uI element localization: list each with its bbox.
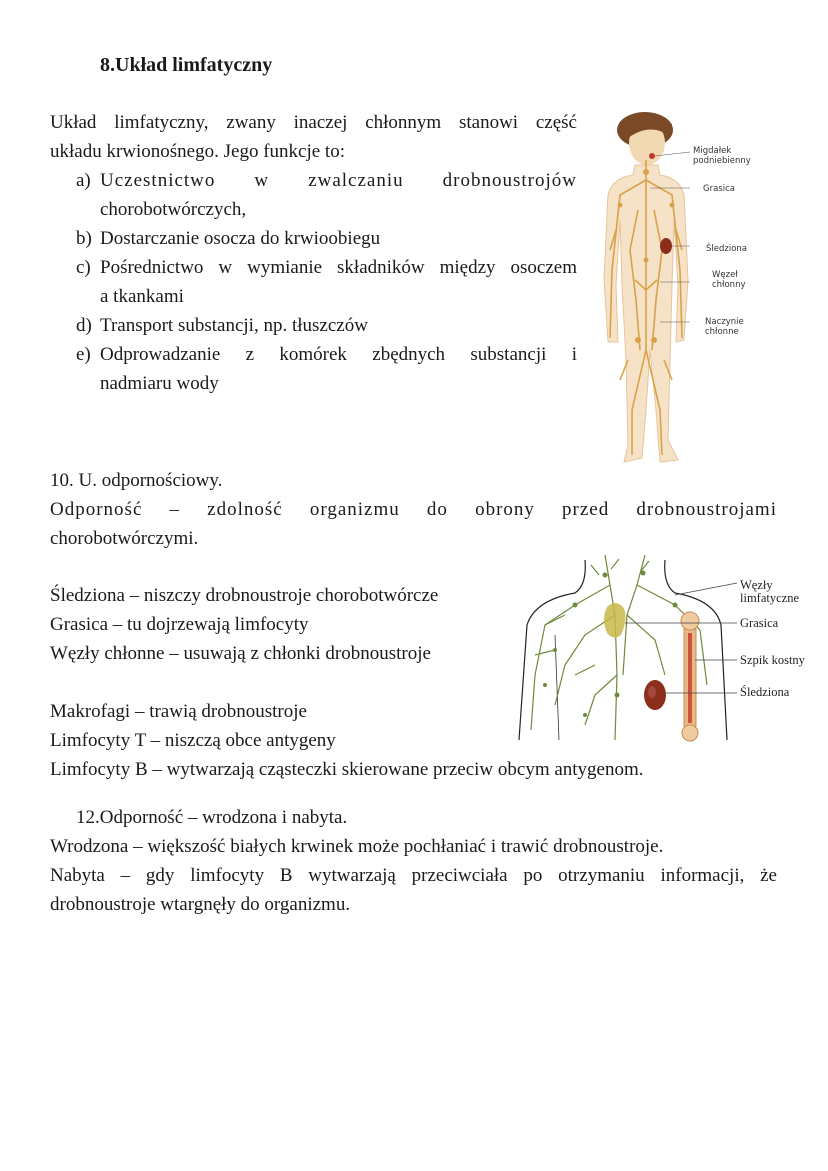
label-line: chłonny: [712, 280, 746, 290]
list-marker: b): [76, 228, 92, 249]
innate-immunity: Wrodzona – większość białych krwinek może pochłaniać i trawić drobnoustroje.: [50, 836, 664, 857]
fig2-label-thymus: Grasica: [740, 616, 779, 630]
label-line: Migdałek: [693, 146, 732, 156]
lymphatic-system-figure: [580, 110, 690, 470]
label-line: podniebienny: [693, 156, 751, 166]
fig1-label-lymph-vessel: [705, 317, 744, 337]
fig2-label-bone-marrow: Szpik kostny: [740, 653, 805, 667]
section-10-title: 10. U. odpornościowy.: [50, 470, 223, 491]
label-line: chłonne: [705, 327, 739, 337]
cell-macrophages: Makrofagi – trawią drobnoustroje: [50, 701, 307, 722]
organ-thymus: Grasica – tu dojrzewają limfocyty: [50, 614, 309, 635]
fig1-label-lymph-node: [712, 270, 745, 290]
list-item: Odprowadzanie z komórek zbędnych substancji i: [100, 344, 577, 365]
list-item: Uczestnictwo w zwalczaniu drobnoustrojów: [100, 170, 577, 191]
list-marker: a): [76, 170, 91, 191]
list-item: Transport substancji, np. tłuszczów: [100, 315, 368, 336]
list-item-continuation: nadmiaru wody: [100, 373, 219, 394]
acquired-immunity-line-1: Nabyta – gdy limfocyty B wytwarzają przeciwciała po otrzymaniu informacji, że: [50, 865, 777, 886]
section-12-title: 12.Odporność – wrodzona i nabyta.: [76, 807, 348, 828]
fig1-label-thymus: Grasica: [703, 184, 735, 194]
list-item: Dostarczanie osocza do krwioobiegu: [100, 228, 381, 249]
section-8-title: 8.Układ limfatyczny: [100, 54, 273, 76]
cell-b-lymphocytes: Limfocyty B – wytwarzają cząsteczki skierowane przeciw obcym antygenom.: [50, 759, 644, 780]
fig1-label-spleen: Śledziona: [706, 244, 748, 254]
definition-line-2: chorobotwórczymi.: [50, 528, 199, 549]
cell-t-lymphocytes: Limfocyty T – niszczą obce antygeny: [50, 730, 336, 751]
organ-spleen: Śledziona – niszczy drobnoustroje chorobotwórcze: [50, 585, 439, 606]
organ-lymph-nodes: Węzły chłonne – usuwają z chłonki drobnoustroje: [50, 643, 431, 664]
acquired-immunity-line-2: drobnoustroje wtargnęły do organizmu.: [50, 894, 351, 915]
label-line: Naczynie: [705, 317, 744, 327]
list-marker: c): [76, 257, 91, 278]
fig1-label-tonsil: [693, 146, 751, 166]
definition-line-1: Odporność – zdolność organizmu do obrony przed drobnoustrojami: [50, 499, 777, 520]
immune-system-figure: [515, 555, 740, 745]
list-item: Pośrednictwo w wymianie składników między osoczem: [100, 257, 577, 278]
intro-line-2: układu krwionośnego. Jego funkcje to:: [50, 141, 345, 162]
label-line: Węzeł: [712, 270, 738, 280]
label-line: limfatyczne: [740, 591, 799, 605]
label-line: Węzły: [740, 578, 773, 592]
intro-line-1: Układ limfatyczny, zwany inaczej chłonnym stanowi część: [50, 112, 577, 133]
list-item-continuation: a tkankami: [100, 286, 184, 307]
list-marker: d): [76, 315, 92, 336]
fig2-label-lymph-nodes: [740, 579, 799, 605]
list-marker: e): [76, 344, 91, 365]
list-item-continuation: chorobotwórczych,: [100, 199, 247, 220]
fig2-label-spleen: Śledziona: [740, 685, 790, 699]
